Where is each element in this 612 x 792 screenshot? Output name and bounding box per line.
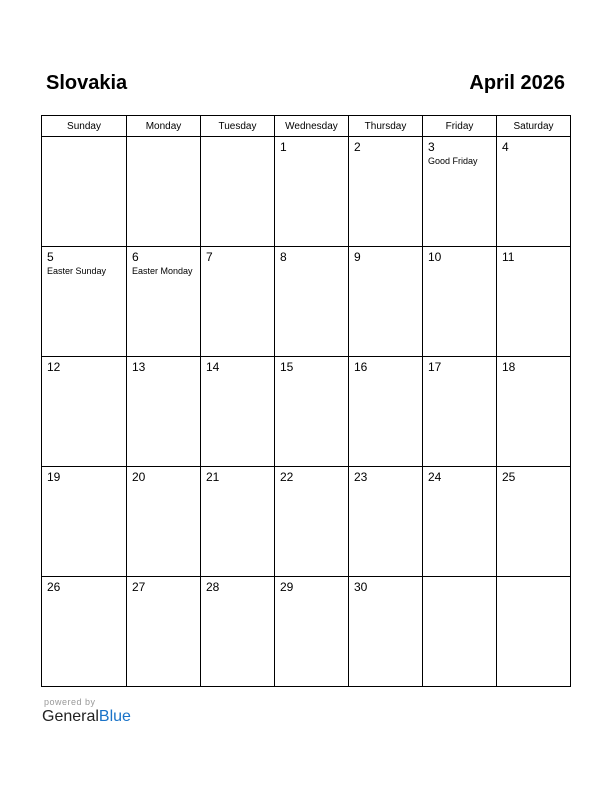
day-number: 6 xyxy=(132,250,139,264)
day-cell xyxy=(42,137,127,247)
day-number: 15 xyxy=(280,360,294,374)
day-cell xyxy=(423,357,497,467)
weekday-header: Saturday xyxy=(497,116,571,137)
day-number: 28 xyxy=(206,580,220,594)
day-number: 2 xyxy=(354,140,361,154)
day-number: 27 xyxy=(132,580,146,594)
day-number: 10 xyxy=(428,250,442,264)
day-cell xyxy=(497,247,571,357)
day-cell xyxy=(127,577,201,687)
day-cell xyxy=(201,467,275,577)
day-number: 21 xyxy=(206,470,220,484)
day-cell xyxy=(349,577,423,687)
holiday-label: Easter Monday xyxy=(132,266,193,276)
day-number: 11 xyxy=(502,250,515,264)
day-number: 9 xyxy=(354,250,361,264)
day-number: 26 xyxy=(47,580,61,594)
day-number: 22 xyxy=(280,470,294,484)
day-number: 4 xyxy=(502,140,509,154)
day-number: 8 xyxy=(280,250,287,264)
day-cell xyxy=(201,137,275,247)
day-cell xyxy=(275,467,349,577)
weekday-header: Sunday xyxy=(42,116,127,137)
day-cell xyxy=(423,577,497,687)
powered-by-text: powered by xyxy=(44,697,96,707)
weekday-header: Friday xyxy=(423,116,497,137)
day-cell xyxy=(349,247,423,357)
day-cell xyxy=(42,357,127,467)
week-row xyxy=(42,137,571,247)
day-cell xyxy=(42,467,127,577)
day-number: 24 xyxy=(428,470,442,484)
day-cell xyxy=(127,467,201,577)
week-row xyxy=(42,467,571,577)
day-cell xyxy=(201,357,275,467)
brand-general: General xyxy=(42,708,99,725)
brand-blue: Blue xyxy=(98,708,131,725)
holiday-label: Good Friday xyxy=(428,156,478,166)
day-number: 25 xyxy=(502,470,516,484)
day-cell xyxy=(42,247,127,357)
day-number: 17 xyxy=(428,360,442,374)
holiday-label: Easter Sunday xyxy=(47,266,107,276)
week-row xyxy=(42,247,571,357)
weekday-header: Thursday xyxy=(349,116,423,137)
day-cell xyxy=(275,357,349,467)
day-number: 23 xyxy=(354,470,368,484)
day-number: 29 xyxy=(280,580,294,594)
day-cell xyxy=(497,577,571,687)
day-cell xyxy=(127,357,201,467)
weekday-header: Wednesday xyxy=(275,116,349,137)
day-number: 12 xyxy=(47,360,61,374)
generalblue-logo xyxy=(42,708,131,726)
day-number: 16 xyxy=(354,360,368,374)
day-cell xyxy=(349,137,423,247)
day-cell xyxy=(127,137,201,247)
day-number: 3 xyxy=(428,140,435,154)
day-number: 13 xyxy=(132,360,146,374)
day-number: 14 xyxy=(206,360,220,374)
day-number: 20 xyxy=(132,470,146,484)
weekday-header: Monday xyxy=(127,116,201,137)
calendar-grid xyxy=(41,115,571,687)
day-cell xyxy=(349,467,423,577)
day-cell xyxy=(497,357,571,467)
day-cell xyxy=(275,577,349,687)
day-number: 7 xyxy=(206,250,213,264)
day-cell xyxy=(349,357,423,467)
country-title: Slovakia xyxy=(46,72,128,94)
day-number: 5 xyxy=(47,250,54,264)
day-cell xyxy=(275,247,349,357)
week-row xyxy=(42,357,571,467)
day-cell xyxy=(201,577,275,687)
day-cell xyxy=(423,137,497,247)
day-cell xyxy=(497,137,571,247)
day-number: 18 xyxy=(502,360,516,374)
day-number: 1 xyxy=(280,140,287,154)
week-row xyxy=(42,577,571,687)
day-cell xyxy=(127,247,201,357)
day-cell xyxy=(497,467,571,577)
day-cell xyxy=(423,247,497,357)
weekday-header: Tuesday xyxy=(201,116,275,137)
day-cell xyxy=(423,467,497,577)
day-number: 30 xyxy=(354,580,368,594)
day-number: 19 xyxy=(47,470,61,484)
day-cell xyxy=(275,137,349,247)
day-cell xyxy=(42,577,127,687)
day-cell xyxy=(201,247,275,357)
month-title: April 2026 xyxy=(469,72,565,94)
